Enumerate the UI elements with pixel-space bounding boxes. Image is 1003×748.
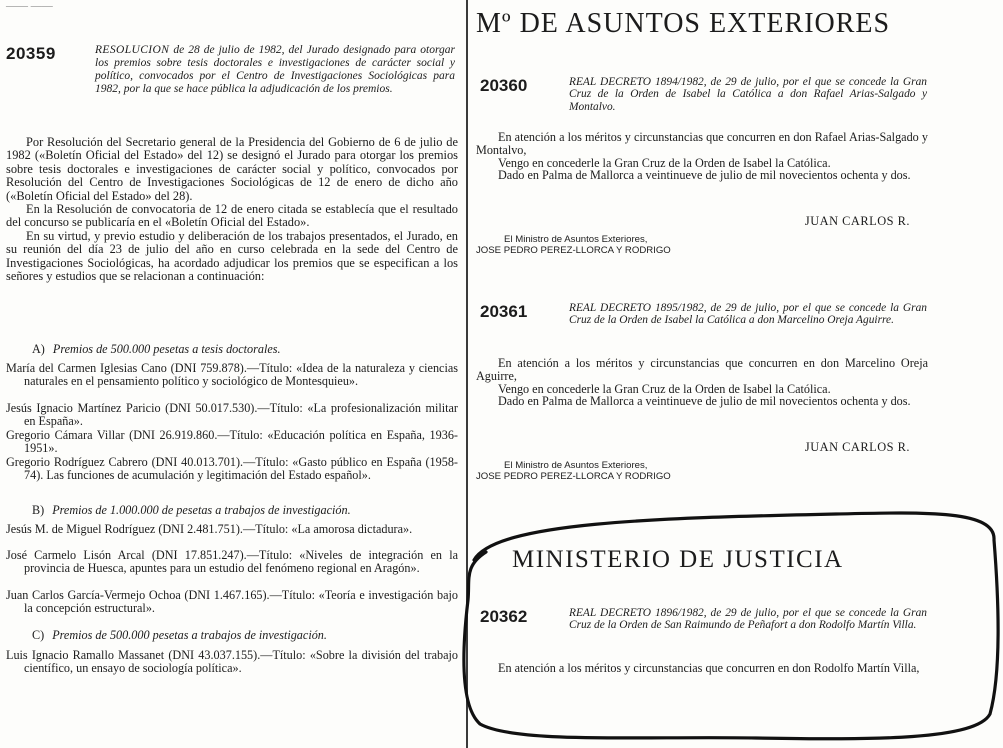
minister-role: El Ministro de Asuntos Exteriores, (504, 460, 648, 471)
section-c-title (32, 628, 462, 643)
decree-body (476, 131, 928, 182)
award-entry: Jesús Ignacio Martínez Paricio (DNI 50.017.530).—Título: «La profesionalización militar en España». (6, 401, 458, 429)
section-title-text: Premios de 1.000.000 de pesetas a trabajos de investigación. (52, 503, 351, 517)
royal-signature: JUAN CARLOS R. (804, 440, 910, 454)
award-entry: Gregorio Rodríguez Cabrero (DNI 40.013.701).—Título: «Gasto público en España (1958-74). Las funciones de acumulación y legitimación del Estado español». (6, 455, 458, 483)
award-entry: Juan Carlos García-Vermejo Ochoa (DNI 1.467.165).—Título: «Teoría e investigación bajo la concepción estructural». (6, 588, 458, 616)
resolution-header-text: de 28 de julio de 1982, del Jurado designado para otorgar los premios sobre tesis doctorales e investigaciones de carácter social y político, convocados por el Centro de Investigaciones Sociológicas para 1982, por la que se hace pública la adjudicación de los premios. (95, 44, 455, 95)
award-entry: Luis Ignacio Ramallo Massanet (DNI 43.037.155).—Título: «Sobre la división del trabajo científico, un ensayo de sociología política». (6, 648, 458, 676)
ministry-heading-exteriores: Mº DE ASUNTOS EXTERIORES (476, 8, 891, 39)
decree-body (476, 357, 928, 408)
decree-number: 20362 (480, 607, 528, 626)
award-entry: José Carmelo Lisón Arcal (DNI 17.851.247).—Título: «Niveles de integración en la provincia de Huesca, apuntes para un estudio del fenómeno regional en Aragón». (6, 548, 458, 576)
ministry-heading-justicia: MINISTERIO DE JUSTICIA (512, 546, 844, 573)
award-entry: María del Carmen Iglesias Cano (DNI 759.878).—Título: «Idea de la naturaleza y ciencias naturales en el pensamiento político y sociológico de Montesquieu». (6, 361, 458, 389)
paragraph: En su virtud, y previo estudio y deliberación de los trabajos presentados, el Jurado, en su reunión del día 23 de julio del año en curso celebrada en la sede del Centro de Investigaciones Sociológicas, ha acordado adjudicar los premios que se especifican a los señores y estudios que se relacionan a continuación: (6, 228, 458, 284)
minister-name: JOSE PEDRO PEREZ-LLORCA Y RODRIGO (476, 245, 671, 256)
left-column (6, 0, 458, 748)
paragraph: Por Resolución del Secretario general de la Presidencia del Gobierno de 6 de julio de 1982 («Boletín Oficial del Estado» del 12) se designó el Jurado para otorgar los premios sobre tesis doctorales e investigaciones de carácter social y político, convocados por Resolución del Centro de Investigaciones Sociológicas de 12 de enero de dicho año («Boletín Oficial del Estado» del 28). (6, 135, 458, 203)
section-letter: C) (32, 628, 45, 642)
right-column (476, 0, 928, 748)
resolution-header-lead: RESOLUCION (95, 44, 170, 56)
paragraph: Dado en Palma de Mallorca a veintinueve de julio de mil novecientos ochenta y dos. (498, 168, 911, 183)
paragraph: Vengo en concederle la Gran Cruz de la Orden de Isabel la Católica. (498, 381, 831, 396)
section-title-text: Premios de 500.000 pesetas a trabajos de investigación. (52, 628, 327, 642)
paragraph: En atención a los méritos y circunstancias que concurren en don Marcelino Oreja Aguirre, (476, 356, 928, 383)
minister-signature (476, 460, 928, 482)
resolution-number: 20359 (6, 44, 56, 63)
minister-name: JOSE PEDRO PEREZ-LLORCA Y RODRIGO (476, 471, 671, 482)
column-divider (466, 0, 468, 748)
section-letter: A) (32, 342, 45, 356)
decree-body (476, 662, 928, 675)
decree-header: REAL DECRETO 1896/1982, de 29 de julio, por el que se concede la Gran Cruz de la Orden de San Raimundo de Peñafort a don Rodolfo Martín Villa. (569, 607, 927, 632)
decree-number: 20360 (480, 76, 528, 95)
resolution-body (6, 136, 458, 283)
section-letter: B) (32, 503, 45, 517)
section-b-title (32, 503, 462, 518)
decree-header: REAL DECRETO 1895/1982, de 29 de julio, por el que se concede la Gran Cruz de la Orden de Isabel la Católica a don Marcelino Oreja Aguirre. (569, 302, 927, 327)
award-entry: Jesús M. de Miguel Rodríguez (DNI 2.481.751).—Título: «La amorosa dictadura». (6, 522, 413, 536)
decree-header: REAL DECRETO 1894/1982, de 29 de julio, por el que se concede la Gran Cruz de la Orden de Isabel la Católica a don Rafael Arias-Salgado y Montalvo. (569, 76, 927, 113)
paragraph: Dado en Palma de Mallorca a veintinueve de julio de mil novecientos ochenta y dos. (498, 394, 911, 409)
paragraph: En la Resolución de convocatoria de 12 de enero citada se establecía que el resultado del concurso se publicaría en el «Boletín Oficial del Estado». (6, 202, 458, 230)
resolution-header (95, 44, 455, 96)
minister-signature (476, 234, 928, 256)
award-entry: Gregorio Cámara Villar (DNI 26.919.860.—Título: «Educación política en España, 1936-1951». (6, 428, 458, 456)
paragraph: En atención a los méritos y circunstancias que concurren en don Rafael Arias-Salgado y Montalvo, (476, 130, 928, 157)
paragraph: Vengo en concederle la Gran Cruz de la Orden de Isabel la Católica. (498, 155, 831, 170)
minister-role: El Ministro de Asuntos Exteriores, (504, 234, 648, 245)
paragraph: En atención a los méritos y circunstancias que concurren en don Rodolfo Martín Villa, (498, 661, 920, 675)
decree-number: 20361 (480, 302, 528, 321)
section-title-text: Premios de 500.000 pesetas a tesis doctorales. (52, 342, 281, 356)
section-a-title (32, 342, 462, 357)
royal-signature: JUAN CARLOS R. (804, 214, 910, 228)
top-strip-text: —— —— (6, 0, 53, 12)
